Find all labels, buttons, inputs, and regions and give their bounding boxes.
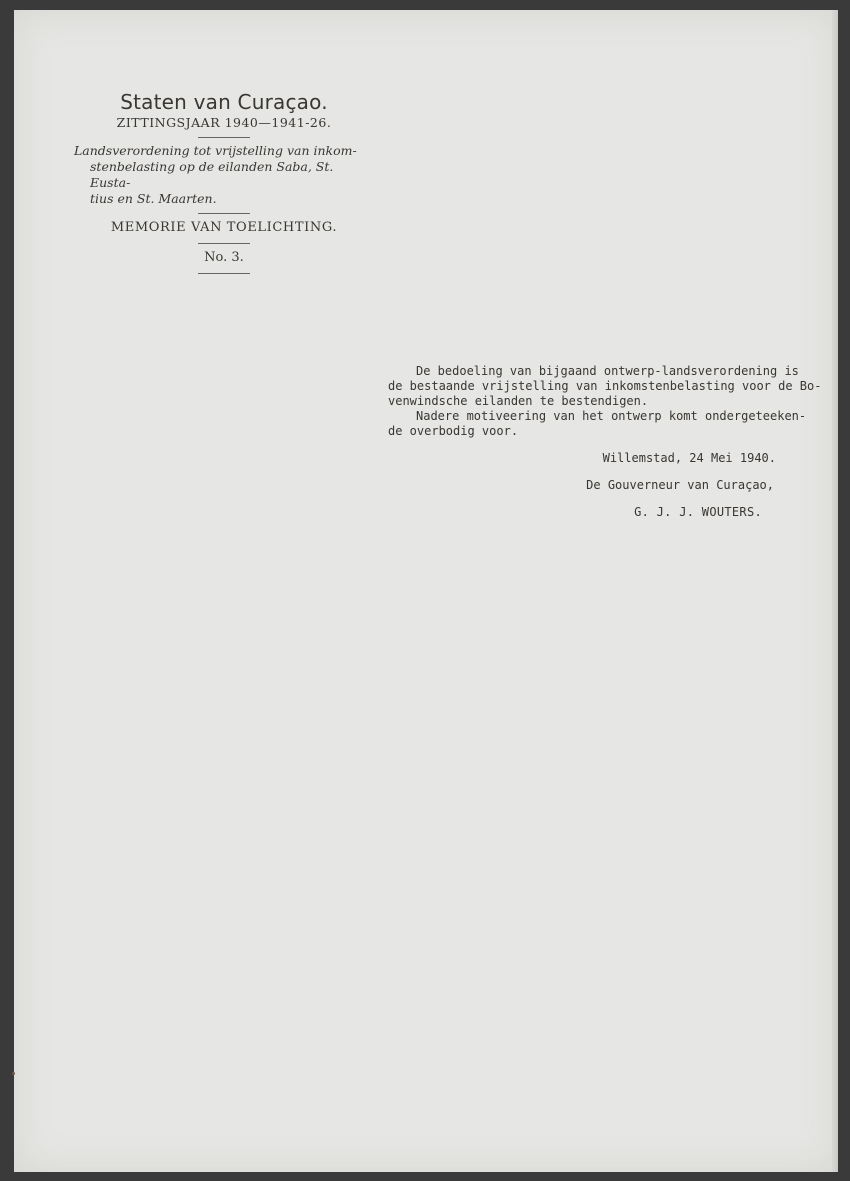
text-line: Nadere motiveering van het ontwerp komt ondergeteeken- (416, 409, 807, 423)
paragraph-motivation (388, 409, 807, 439)
divider (198, 243, 250, 244)
page-edge (832, 10, 838, 1172)
signatory-name: G. J. J. WOUTERS. (634, 505, 762, 519)
document-body (388, 364, 822, 520)
subject-line: tius en St. Maarten. (90, 191, 217, 206)
signatory-role: De Gouverneur van Curaçao, (586, 478, 774, 492)
memo-heading: MEMORIE VAN TOELICHTING. (110, 220, 338, 235)
divider (198, 273, 250, 274)
text-line: de overbodig voor. (388, 424, 519, 438)
document-page (14, 10, 838, 1172)
subject-line: stenbelasting op de eilanden Saba, St. Eusta- (90, 159, 334, 190)
text-line: venwindsche eilanden te bestendigen. (388, 394, 649, 408)
session-year: ZITTINGSJAAR 1940—1941-26. (116, 115, 332, 130)
ordinance-subject (74, 143, 374, 207)
divider (198, 137, 250, 138)
document-number: No. 3. (204, 250, 244, 265)
divider (198, 213, 250, 214)
subject-line: Landsverordening tot vrijstelling van inkom- (74, 143, 357, 158)
document-title: Staten van Curaçao. (120, 90, 328, 114)
place-date: Willemstad, 24 Mei 1940. (602, 451, 776, 465)
text-line: de bestaande vrijstelling van inkomstenbelasting voor de Bo- (388, 379, 822, 393)
document-header (74, 90, 374, 279)
text-line: De bedoeling van bijgaand ontwerp-landsverordening is (416, 364, 799, 378)
paragraph-purpose (388, 364, 822, 409)
paper-speck (12, 1072, 15, 1075)
